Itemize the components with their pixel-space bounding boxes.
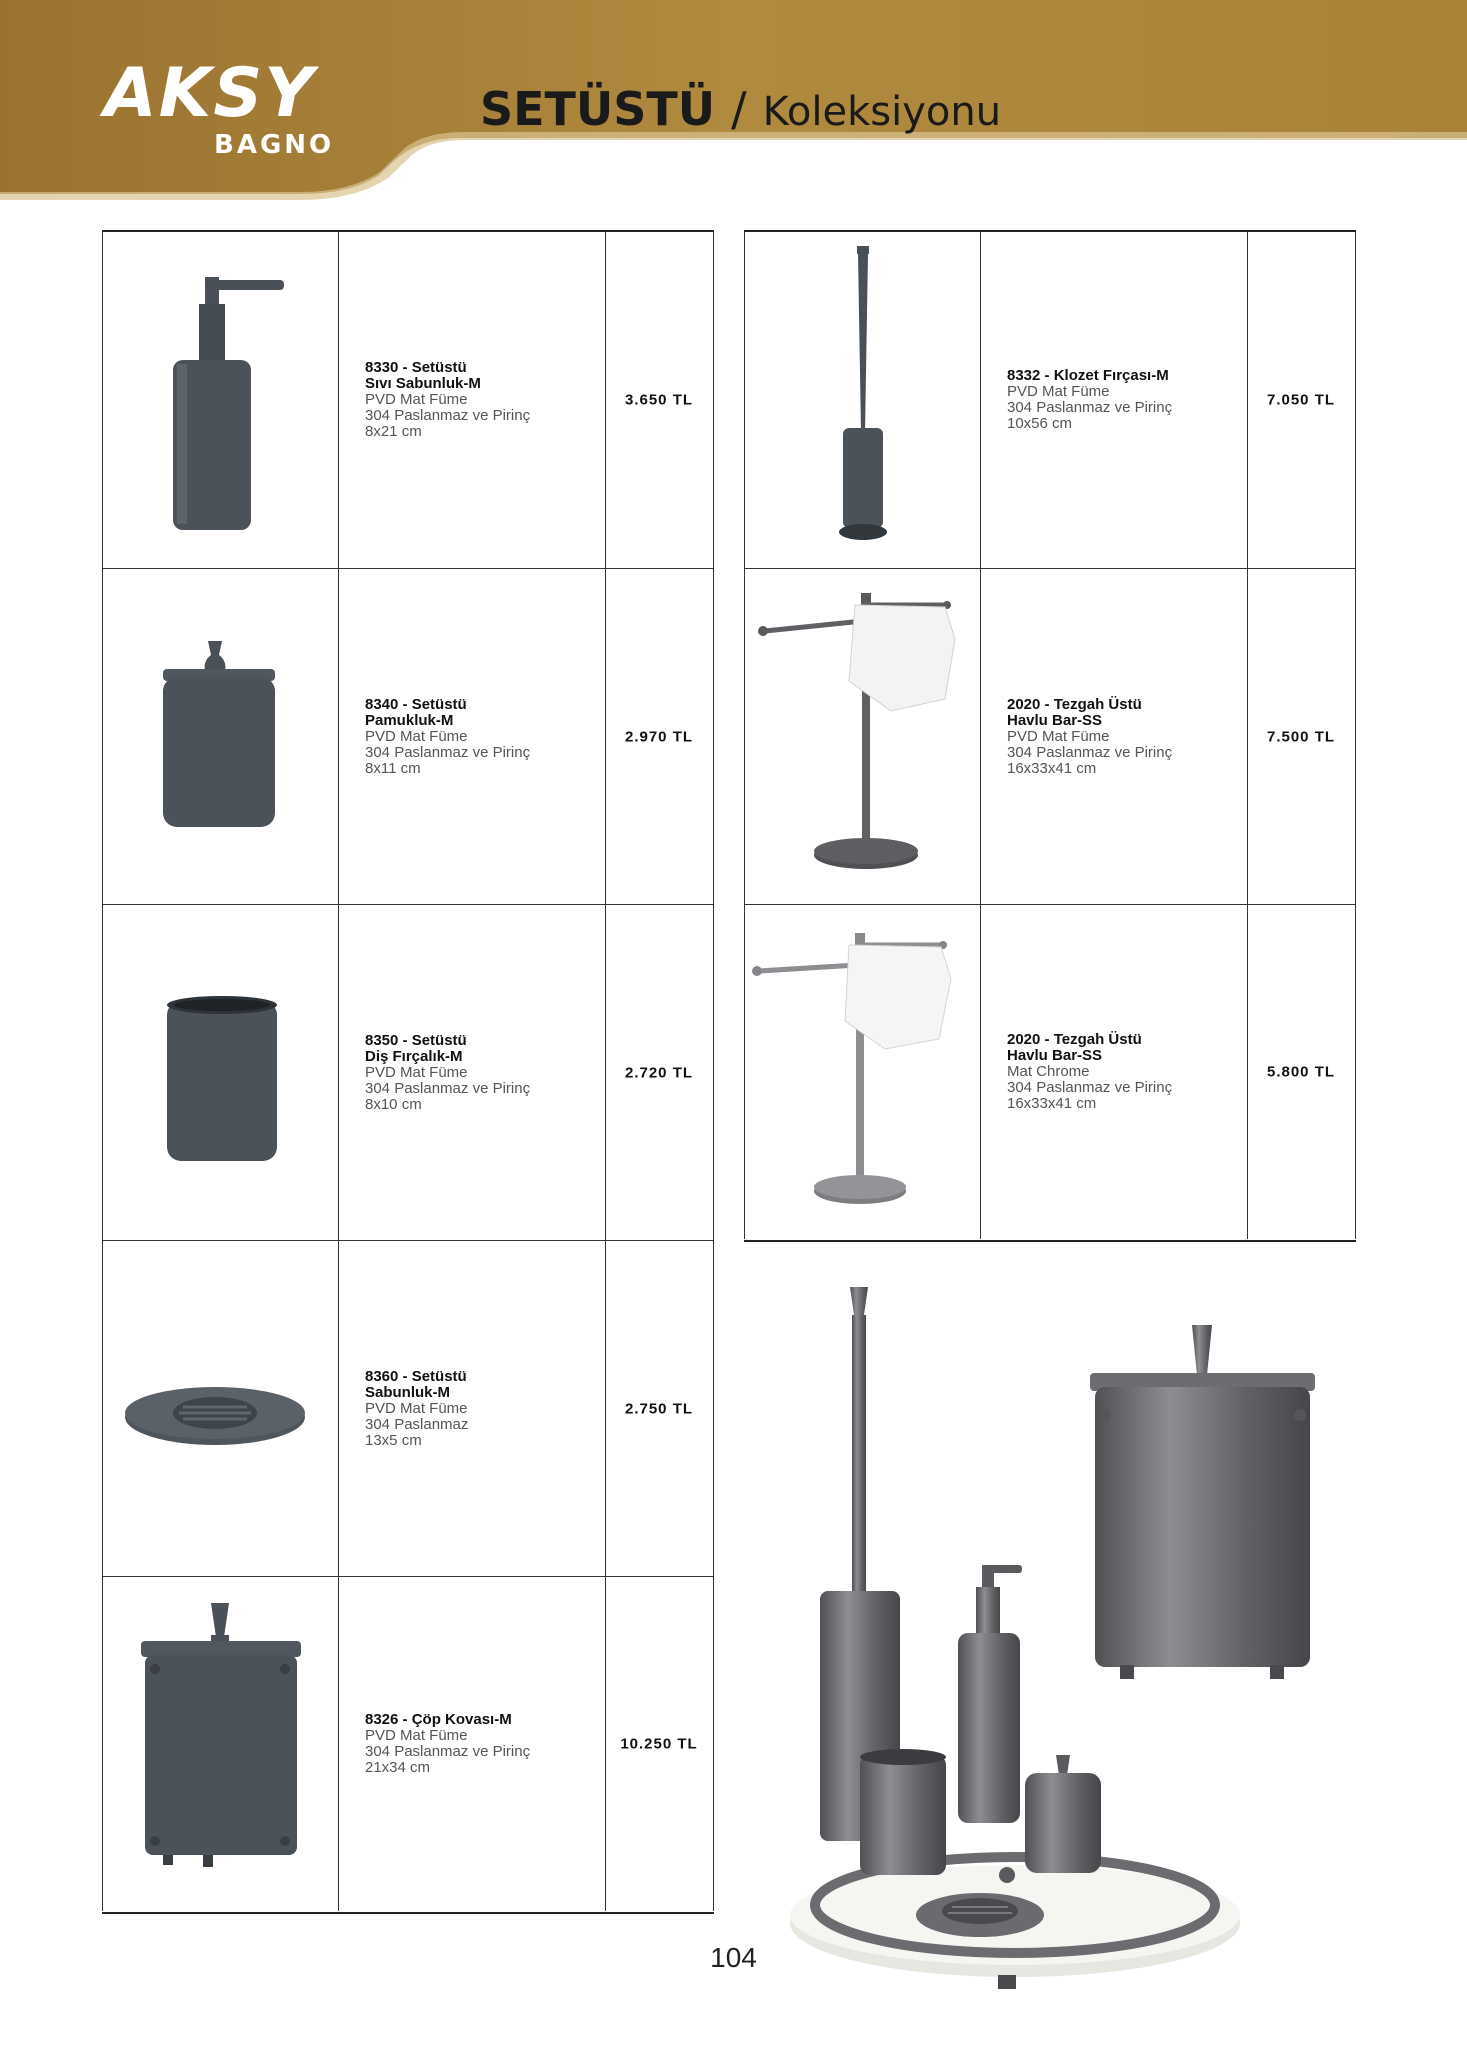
toothbrush-holder-icon <box>103 905 338 1241</box>
product-material: 304 Paslanmaz ve Pirinç <box>365 744 531 761</box>
product-description-cell <box>979 905 1248 1239</box>
product-description-cell <box>337 1241 606 1577</box>
waste-bin-icon <box>103 1577 338 1911</box>
product-image-cell <box>102 569 339 905</box>
product-image-cell <box>744 569 981 905</box>
product-name: 2020 - Tezgah Üstü <box>1007 1031 1142 1048</box>
product-name-line2: Pamukluk-M <box>365 712 454 729</box>
product-name-line2: Sıvı Sabunluk-M <box>365 375 481 392</box>
towel-bar-stand-chrome-icon <box>745 905 980 1239</box>
product-description-cell <box>337 232 606 568</box>
product-image-cell <box>744 905 981 1239</box>
product-name: 8340 - Setüstü <box>365 696 467 713</box>
table-row <box>102 1240 714 1577</box>
brand-logo <box>104 54 344 170</box>
product-description-cell <box>337 569 606 905</box>
table-row <box>744 904 1356 1239</box>
product-price: 7.050 TL <box>1266 391 1336 409</box>
right-product-table <box>744 230 1356 1242</box>
product-material: 304 Paslanmaz ve Pirinç <box>1007 744 1173 761</box>
product-price-cell <box>605 232 714 568</box>
product-image-cell <box>102 905 339 1241</box>
product-name: 8350 - Setüstü <box>365 1032 467 1049</box>
product-price: 2.970 TL <box>624 728 694 746</box>
product-size: 13x5 cm <box>365 1432 422 1449</box>
product-name-line2: Havlu Bar-SS <box>1007 712 1103 729</box>
toilet-brush-icon <box>745 232 980 568</box>
product-material: 304 Paslanmaz ve Pirinç <box>365 1743 531 1760</box>
product-price-cell <box>1247 569 1356 905</box>
product-description-cell <box>337 1577 606 1911</box>
product-size: 21x34 cm <box>365 1759 431 1776</box>
product-price: 3.650 TL <box>624 391 694 409</box>
product-material: 304 Paslanmaz ve Pirinç <box>365 407 531 424</box>
product-price: 10.250 TL <box>620 1735 698 1753</box>
page-title <box>480 82 1002 136</box>
product-size: 8x21 cm <box>365 423 422 440</box>
title-light: Koleksiyonu <box>762 89 1002 135</box>
title-slash: / <box>731 82 747 136</box>
table-row <box>744 232 1356 568</box>
product-name: 8330 - Setüstü <box>365 359 467 376</box>
product-size: 8x11 cm <box>365 760 421 777</box>
soap-dish-icon <box>103 1241 338 1577</box>
product-price-cell <box>1247 905 1356 1239</box>
table-row <box>102 904 714 1241</box>
table-row <box>102 1576 714 1911</box>
table-row <box>102 232 714 568</box>
left-product-table <box>102 230 714 1914</box>
logo-sub-text: BAGNO <box>214 130 335 160</box>
product-size: 8x10 cm <box>365 1096 422 1113</box>
product-price: 2.750 TL <box>624 1400 694 1418</box>
product-material: 304 Paslanmaz ve Pirinç <box>1007 399 1173 416</box>
logo-main-text: AKSY <box>104 54 316 133</box>
product-price-cell <box>1247 232 1356 568</box>
product-image-cell <box>102 232 339 568</box>
product-price-cell <box>605 1577 714 1911</box>
page-number: 104 <box>710 1942 757 1973</box>
product-finish: PVD Mat Füme <box>365 728 468 745</box>
page-header <box>0 0 1467 200</box>
product-price: 7.500 TL <box>1266 728 1336 746</box>
table-row <box>744 568 1356 905</box>
liquid-soap-dispenser-icon <box>103 232 338 568</box>
product-finish: PVD Mat Füme <box>365 1400 468 1417</box>
collection-photo <box>770 1275 1390 2035</box>
product-material: 304 Paslanmaz ve Pirinç <box>365 1080 531 1097</box>
product-name-line2: Havlu Bar-SS <box>1007 1047 1103 1064</box>
product-finish: PVD Mat Füme <box>1007 728 1110 745</box>
product-finish: PVD Mat Füme <box>1007 383 1110 400</box>
product-description-cell <box>979 232 1248 568</box>
product-finish: Mat Chrome <box>1007 1063 1090 1080</box>
product-finish: PVD Mat Füme <box>365 1064 468 1081</box>
product-image-cell <box>102 1241 339 1577</box>
product-finish: PVD Mat Füme <box>365 391 468 408</box>
product-name: 8360 - Setüstü <box>365 1368 467 1385</box>
product-size: 10x56 cm <box>1007 415 1073 432</box>
product-name: 8326 - Çöp Kovası-M <box>365 1711 512 1728</box>
product-image-cell <box>744 232 981 568</box>
towel-bar-stand-icon <box>745 569 980 905</box>
product-material: 304 Paslanmaz <box>365 1416 469 1433</box>
product-price: 5.800 TL <box>1266 1063 1336 1081</box>
product-description-cell <box>337 905 606 1241</box>
product-material: 304 Paslanmaz ve Pirinç <box>1007 1079 1173 1096</box>
product-name-line2: Sabunluk-M <box>365 1384 450 1401</box>
product-price-cell <box>605 905 714 1241</box>
table-row <box>102 568 714 905</box>
title-bold: SETÜSTÜ <box>480 82 716 136</box>
product-size: 16x33x41 cm <box>1007 760 1097 777</box>
product-price: 2.720 TL <box>624 1064 694 1082</box>
cotton-jar-icon <box>103 569 338 905</box>
product-finish: PVD Mat Füme <box>365 1727 468 1744</box>
product-name-line2: Diş Fırçalık-M <box>365 1048 463 1065</box>
product-price-cell <box>605 1241 714 1577</box>
product-description-cell <box>979 569 1248 905</box>
product-image-cell <box>102 1577 339 1911</box>
product-name: 2020 - Tezgah Üstü <box>1007 696 1142 713</box>
product-size: 16x33x41 cm <box>1007 1095 1097 1112</box>
product-name: 8332 - Klozet Fırçası-M <box>1007 367 1169 384</box>
product-price-cell <box>605 569 714 905</box>
